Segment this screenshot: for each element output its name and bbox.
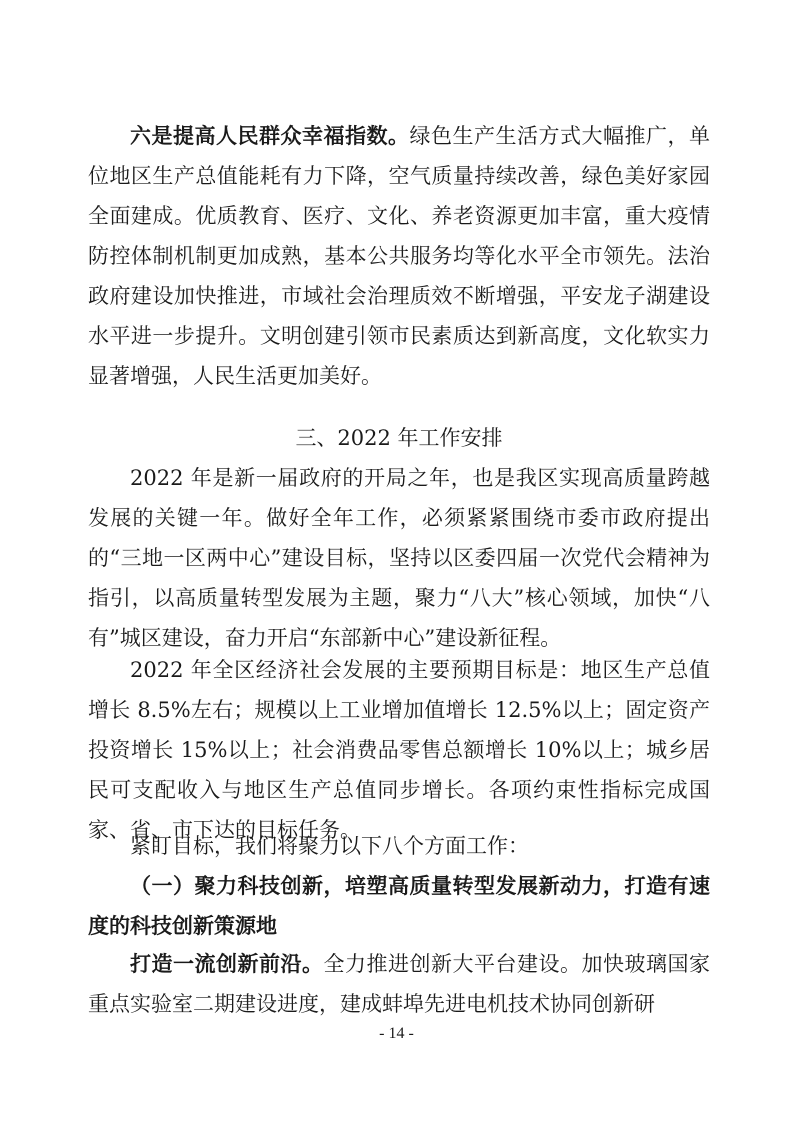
section-heading: 三、2022 年工作安排 [295, 426, 503, 450]
paragraph-text: 绿色生产生活方式大幅推广，单位地区生产总值能耗有力下降，空气质量持续改善，绿色美好家园全面建成。优质教育、医疗、文化、养老资源更加丰富，重大疫情防控体制机制更加成熟，基本公共服务均等化水平全市领先。法治政府建设加快推进，市域社会治理质效不断增强，平安龙子湖建设水平进一步提升。文明创建引领市民素质达到新高度，文化软实力显著增强，人民生活更加美好。 [88, 124, 710, 388]
paragraph-targets: 2022 年全区经济社会发展的主要预期目标是：地区生产总值增长 8.5%左右；规模以上工业增加值增长 12.5%以上；固定资产投资增长 15%以上；社会消费品零售总额增长 10%以上；城乡居民可支配收入与地区生产总值同步增长。各项约束性指标完成国家、省、市下达的目标任务。 [88, 658, 710, 842]
page-number: - 14 - [379, 1025, 414, 1042]
paragraph-happiness-index [88, 116, 710, 396]
paragraph-intro: 2022 年是新一届政府的开局之年，也是我区实现高质量跨越发展的关键一年。做好全年工作，必须紧紧围绕市委市政府提出的“三地一区两中心”建设目标，坚持以区委四届一次党代会精神为指引，以高质量转型发展为主题，聚力“八大”核心领域，加快“八有”城区建设，奋力开启“东部新中心”建设新征程。 [88, 466, 710, 650]
subheading-tech-innovation: （一）聚力科技创新，培塑高质量转型发展新动力，打造有速度的科技创新策源地 [88, 873, 710, 938]
paragraph-innovation-frontier [88, 944, 710, 1024]
paragraph-focus: 紧盯目标，我们将聚力以下八个方面工作： [130, 834, 529, 858]
paragraph-text: 全力推进创新大平台建设。加快玻璃国家重点实验室二期建设进度，建成蚌埠先进电机技术协同创新研 [88, 952, 710, 1016]
paragraph-lead-bold: 打造一流创新前沿。 [130, 951, 324, 976]
paragraph-lead-bold: 六是提高人民群众幸福指数。 [130, 123, 410, 148]
